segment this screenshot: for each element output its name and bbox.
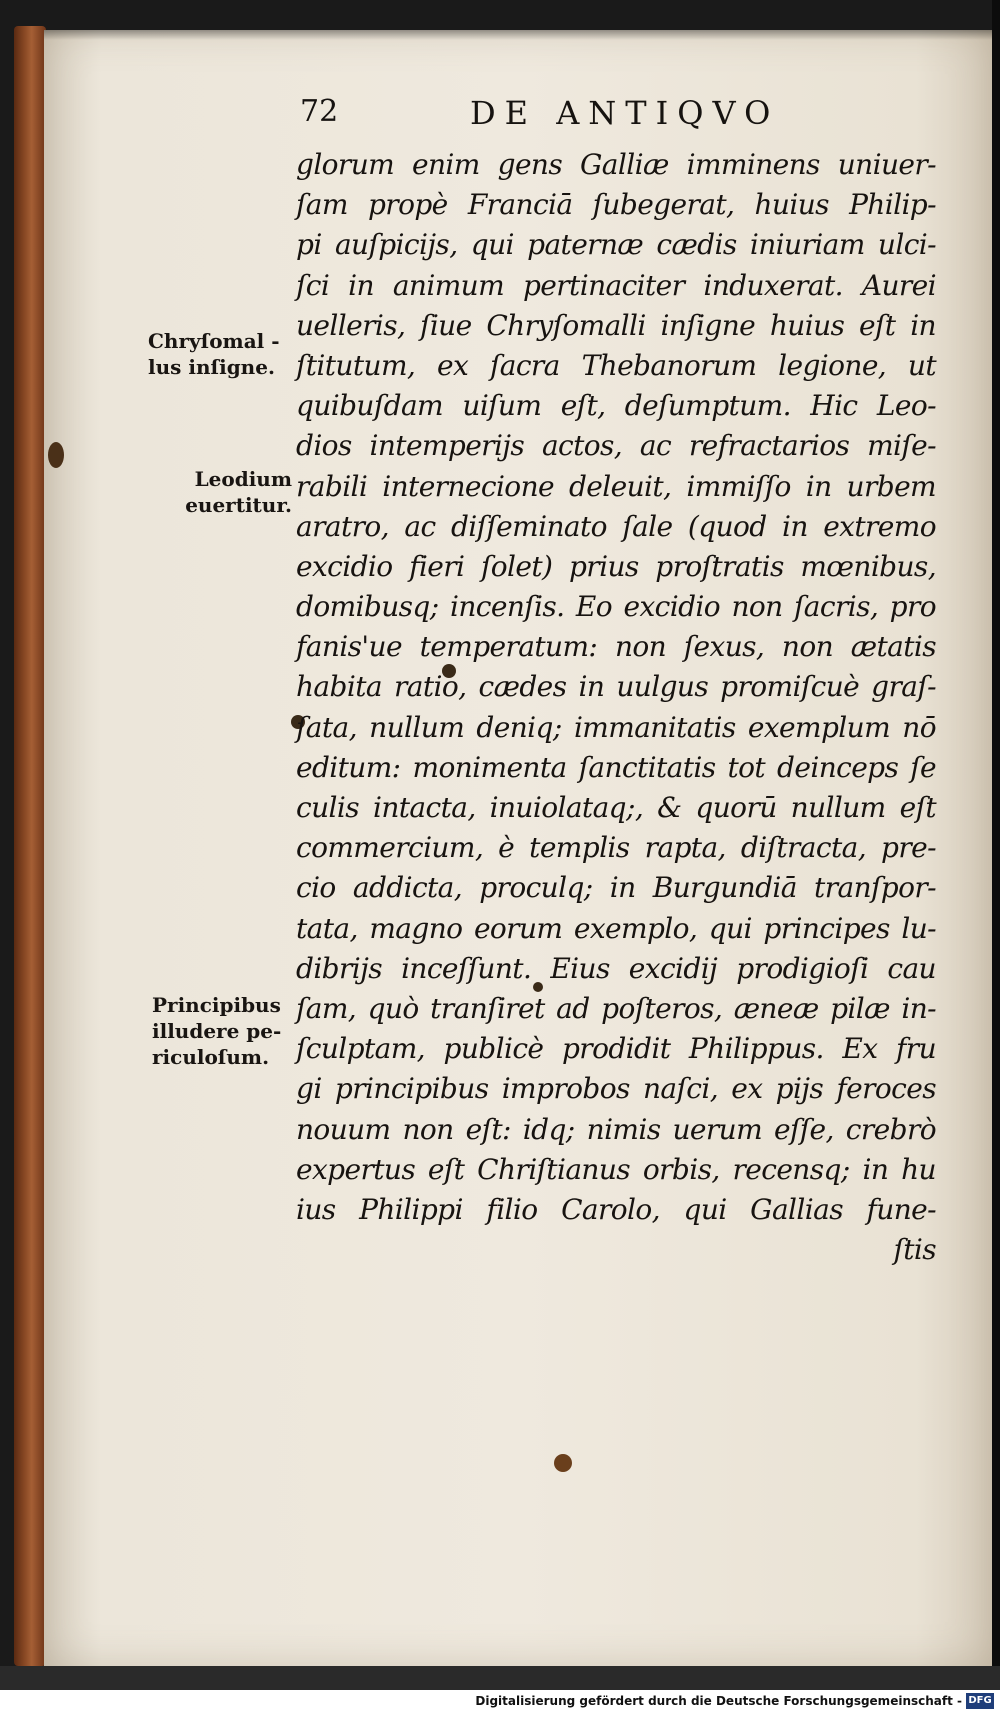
running-title: DE ANTIQVO [470, 94, 780, 132]
text-line: ſam, quò tranſiret ad poſteros, æneæ pilæ in- [296, 991, 936, 1025]
page-header [300, 94, 900, 138]
page-number: 72 [300, 94, 339, 129]
text-line: ſci in animum pertinaciter induxerat. Aurei [296, 268, 936, 302]
page-top-shadow [44, 30, 992, 40]
text-line: domibusq; incenſis. Eo excidio non ſacris, pro [296, 590, 936, 624]
body-text [296, 145, 936, 1270]
text-line: rabili internecione deleuit, immiſſo in urbem [296, 469, 936, 503]
margin-note [182, 466, 292, 518]
text-line: tata, magno eorum exemplo, qui principes lu- [296, 911, 936, 945]
text-line: nouum non eſt: idq; nimis uerum eſſe, crebrò [296, 1112, 936, 1146]
text-line: ſam propè Franciā ſubegerat, huius Philip- [296, 188, 936, 222]
margin-note-line: illudere pe- [152, 1019, 282, 1043]
text-line: excidio fieri ſolet) prius proſtratis mœnibus, [296, 549, 936, 583]
text-line: habita ratio, cædes in uulgus promiſcuè graſ- [296, 670, 936, 704]
text-line: editum: monimenta ſanctitatis tot deinceps ſe [296, 750, 936, 784]
text-line: dibrijs inceſſunt. Eius excidij prodigioſi cau [296, 951, 936, 985]
text-line: pi auſpicijs, qui paternæ cædis iniuriam ulci- [296, 228, 936, 262]
text-line: ſtitutum, ex ſacra Thebanorum legione, ut [296, 348, 936, 382]
text-line: ſculptam, publicè prodidit Philippus. Ex fru [296, 1032, 936, 1066]
text-line: ſata, nullum deniq; immanitatis exemplum nō [296, 710, 936, 744]
book-edge [14, 26, 46, 1666]
text-line: expertus eſt Chriſtianus orbis, recensq; in hu [296, 1152, 936, 1186]
text-line: aratro, ac diſſeminato ſale (quod in extremo [296, 509, 936, 543]
text-line: uelleris, ſiue Chryſomalli inſigne huius eſt in [296, 308, 936, 342]
funding-note: Digitalisierung gefördert durch die Deutsche Forschungsgemeinschaft - [475, 1694, 962, 1708]
margin-note [148, 328, 280, 380]
text-line: dios intemperijs actos, ac refractarios miſe- [296, 429, 936, 463]
text-line: fanis'ue temperatum: non ſexus, non ætatis [296, 630, 936, 664]
scan-bottom-edge [0, 1666, 1000, 1690]
ink-blot [554, 1454, 572, 1472]
margin-note-line: Chryſomal - [148, 329, 280, 353]
text-line: quibuſdam uiſum eſt, deſumptum. Hic Leo- [296, 389, 936, 423]
margin-note-line: riculoſum. [152, 1045, 270, 1069]
margin-note-line: Leodium [194, 467, 292, 491]
text-line: culis intacta, inuiolataq;, & quorū nullum eſt [296, 791, 936, 824]
margin-note-line: euertitur. [185, 493, 292, 517]
text-line: ius Philippi filio Carolo, qui Gallias fune- [296, 1192, 936, 1226]
margin-note [152, 992, 281, 1070]
margin-note-line: lus inſigne. [148, 355, 275, 379]
margin-note-line: Principibus [152, 993, 281, 1017]
text-line: cio addicta, proculq; in Burgundiā tranſpor- [296, 871, 936, 905]
catchword: ſtis [893, 1233, 936, 1267]
text-line: gi principibus improbos naſci, ex pijs feroces [296, 1072, 936, 1106]
dfg-logo: DFG [966, 1693, 994, 1709]
scan-right-edge [992, 0, 1000, 1718]
text-line: glorum enim gens Galliæ imminens uniuer- [296, 148, 936, 181]
binding-hole-mark [48, 442, 64, 468]
text-line: commercium, è templis rapta, diſtracta, pre- [296, 831, 936, 865]
